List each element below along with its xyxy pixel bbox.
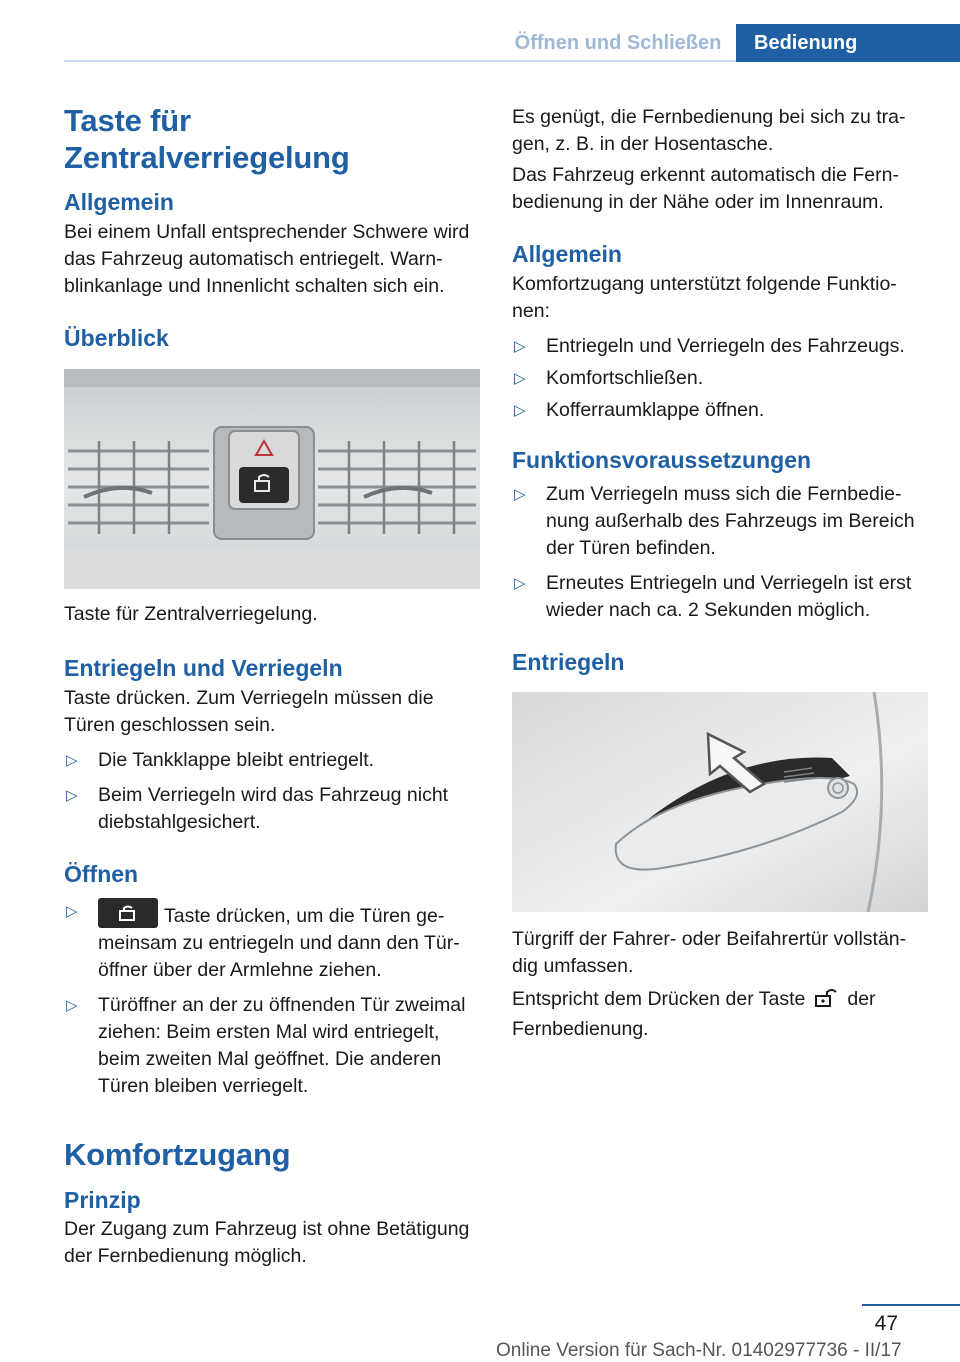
triangle-bullet-icon: ▷: [514, 574, 526, 592]
section-title-komfortzugang: Komfortzugang: [64, 1137, 291, 1173]
footer-rule: [862, 1304, 960, 1306]
header-section: Öffnen und Schließen: [514, 32, 722, 54]
heading-funktionsvoraussetzungen: Funktionsvoraussetzungen: [512, 446, 812, 473]
heading-ueberblick: Überblick: [64, 325, 169, 352]
paragraph-intro-1: Es genügt, die Fernbedienung bei sich zu tra-gen, z. B. in der Hosentasche.: [512, 106, 906, 155]
triangle-bullet-icon: ▷: [66, 997, 78, 1015]
paragraph-intro-2: Das Fahrzeug erkennt automatisch die Fern-bedienung in der Nähe oder im Innenraum.: [512, 164, 899, 213]
triangle-bullet-icon: ▷: [514, 337, 526, 355]
triangle-bullet-icon: ▷: [66, 786, 78, 804]
triangle-bullet-icon: ▷: [514, 485, 526, 503]
figure-caption-tuergriff: Türgriff der Fahrer- oder Beifahrertür vollstän-dig umfassen.: [512, 928, 907, 978]
door-handle-illustration: [512, 692, 928, 912]
list-item: ▷ Türöffner an der zu öffnenden Tür zweimal ziehen: Beim ersten Mal wird entriegelt, beim zweiten Mal geöffnet. Die anderen Türen bleiben verriegelt.: [66, 994, 466, 1098]
list-item: ▷ Die Tankklappe bleibt entriegelt.: [64, 747, 482, 774]
paragraph-allgemein: Bei einem Unfall entsprechender Schwere wird das Fahrzeug automatisch entriegelt. Warn-blinkanlage und Innenlicht schalten sich ein.: [64, 221, 470, 298]
list-item: ▷ Beim Verriegeln wird das Fahrzeug nicht diebstahlgesichert.: [66, 783, 449, 833]
heading-prinzip: Prinzip: [64, 1186, 141, 1213]
list-item: ▷ Zum Verriegeln muss sich die Fernbedie-nung außerhalb des Fahrzeugs im Bereich der Türen befinden.: [514, 482, 915, 559]
list-funktionsvoraussetzungen: [512, 481, 928, 624]
heading-entriegeln-verriegeln: Entriegeln und Verriegeln: [64, 654, 343, 681]
left-column: [64, 96, 482, 1270]
figure-central-lock-button: [64, 369, 480, 589]
list-oeffnen: [64, 898, 482, 1100]
figure-door-handle: [512, 692, 928, 912]
section-title-zentralverriegelung: Taste für Zentralverriegelung: [64, 103, 350, 176]
list-komfort-funktionen: [512, 333, 928, 424]
paragraph-allgemein-komfort: Komfortzugang unterstützt folgende Funktio-nen:: [512, 272, 897, 322]
unlock-icon: [813, 988, 839, 1016]
triangle-bullet-icon: ▷: [66, 903, 78, 921]
list-item: ▷ Komfortschließen.: [512, 365, 928, 392]
figure-caption-zentralverriegelung: Taste für Zentralverriegelung.: [64, 602, 318, 625]
online-version-note: Online Version für Sach-Nr. 01402977736 - II/17: [496, 1340, 902, 1361]
heading-oeffnen: Öffnen: [64, 860, 139, 887]
list-item: ▷ Kofferraumklappe öffnen.: [512, 397, 928, 424]
central-lock-key-icon: [98, 898, 158, 928]
triangle-bullet-icon: ▷: [514, 401, 526, 419]
triangle-bullet-icon: ▷: [514, 369, 526, 387]
list-item: ▷ Taste drücken, um die Türen ge-meinsam zu entriegeln und dann den Tür-öffner über der Armlehne ziehen.: [64, 898, 482, 984]
heading-entriegeln: Entriegeln: [512, 648, 625, 675]
triangle-bullet-icon: ▷: [66, 751, 78, 769]
paragraph-prinzip: Der Zugang zum Fahrzeug ist ohne Betätigung der Fernbedienung möglich.: [64, 1218, 470, 1268]
header-tab: Bedienung: [736, 24, 960, 62]
right-column: [512, 104, 928, 1043]
page-number: 47: [874, 1312, 898, 1335]
list-item: ▷ Entriegeln und Verriegeln des Fahrzeugs.: [512, 333, 928, 360]
list-entriegeln-verriegeln: [64, 747, 482, 836]
heading-allgemein-komfort: Allgemein: [512, 241, 622, 267]
list-item: ▷ Erneutes Entriegeln und Verriegeln ist erst wieder nach ca. 2 Sekunden möglich.: [514, 571, 912, 621]
paragraph-entriegeln-verriegeln: Taste drücken. Zum Verriegeln müssen die Türen geschlossen sein.: [64, 686, 434, 736]
vent-panel-illustration: [64, 369, 480, 589]
paragraph-entspricht: Entspricht dem Drücken der Taste der Fernbedienung.: [512, 988, 876, 1041]
heading-allgemein: Allgemein: [64, 189, 174, 216]
